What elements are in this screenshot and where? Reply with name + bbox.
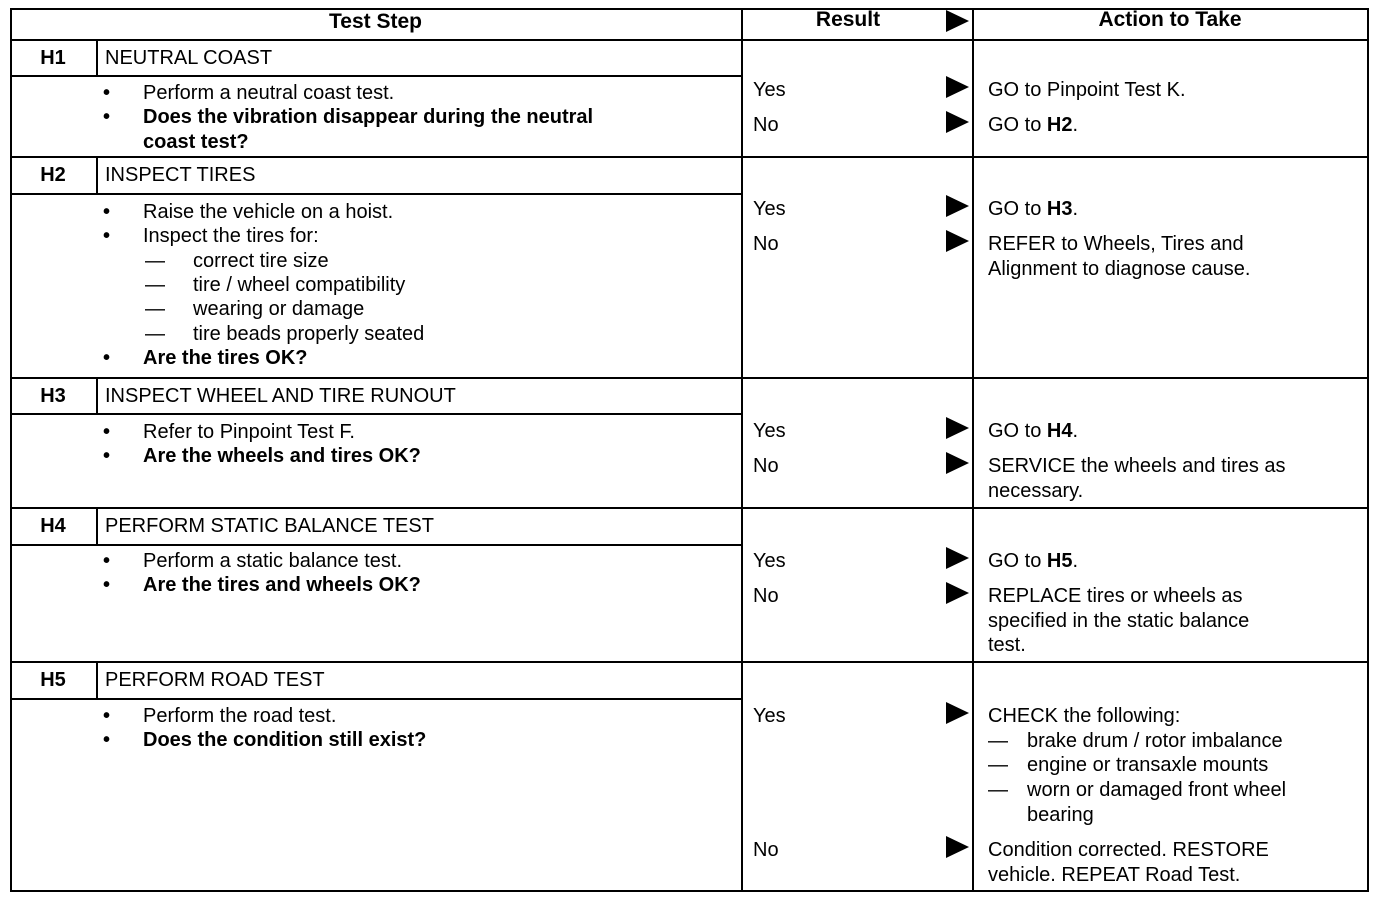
step-title-h2: INSPECT TIRES xyxy=(105,164,256,186)
result-column-divider xyxy=(741,8,743,892)
action-continuation: necessary. xyxy=(988,479,1084,502)
result-yes-h5: Yes xyxy=(753,705,786,727)
step-reference: H3 xyxy=(1046,198,1073,220)
dash-icon: — xyxy=(145,273,165,296)
action-no-h5 xyxy=(988,838,1269,862)
dash-icon: — xyxy=(145,298,165,321)
step-divider xyxy=(10,377,1368,379)
step-id-divider xyxy=(96,158,98,193)
instruction-line: Are the tires OK? xyxy=(143,346,308,369)
bullet-icon: • xyxy=(103,225,111,248)
dash-icon: — xyxy=(988,729,1008,752)
step-reference: H4 xyxy=(1046,420,1073,442)
action-text: SERVICE the wheels and tires as xyxy=(988,455,1286,477)
action-subitem: bearing xyxy=(1027,803,1094,826)
header-test-step: Test Step xyxy=(329,10,422,33)
result-arrow-icon xyxy=(946,76,969,98)
step-id-h5: H5 xyxy=(40,669,66,691)
step-id-divider xyxy=(96,379,98,413)
action-text: . xyxy=(1072,550,1079,572)
instruction-line: coast test? xyxy=(143,130,249,153)
dash-icon: — xyxy=(988,779,1008,802)
step-title-h4: PERFORM STATIC BALANCE TEST xyxy=(105,515,434,537)
instruction-line: Does the condition still exist? xyxy=(143,729,427,752)
action-continuation: specified in the static balance xyxy=(988,609,1250,632)
action-no-h1 xyxy=(988,113,1078,137)
step-id-divider xyxy=(96,663,98,698)
result-arrow-icon xyxy=(946,230,969,252)
action-text: REPLACE tires or wheels as xyxy=(988,585,1243,607)
action-text: GO to xyxy=(988,114,1047,136)
action-subitem: engine or transaxle mounts xyxy=(1027,754,1269,777)
step-id-h2: H2 xyxy=(40,164,66,186)
action-no-h3 xyxy=(988,454,1286,478)
header-arrow-icon xyxy=(946,10,969,32)
step-id-divider xyxy=(96,41,98,75)
checklist-line: wearing or damage xyxy=(193,298,365,321)
instruction-line: Perform a static balance test. xyxy=(143,550,403,572)
instruction-line: Does the vibration disappear during the neutral xyxy=(143,106,594,129)
result-yes-h3: Yes xyxy=(753,420,786,442)
instruction-line: Are the tires and wheels OK? xyxy=(143,574,421,597)
action-yes-h2 xyxy=(988,197,1078,221)
bullet-icon: • xyxy=(103,106,111,129)
dash-icon: — xyxy=(988,754,1008,777)
step-title-underline xyxy=(10,413,741,415)
dash-icon: — xyxy=(145,249,165,272)
header-result: Result xyxy=(815,8,881,31)
instruction-line: Perform the road test. xyxy=(143,705,337,727)
bullet-icon: • xyxy=(103,421,111,443)
step-title-h1: NEUTRAL COAST xyxy=(105,47,273,69)
action-yes-h4 xyxy=(988,549,1078,573)
step-title-underline xyxy=(10,193,741,195)
result-arrow-icon xyxy=(946,582,969,604)
action-continuation: vehicle. REPEAT Road Test. xyxy=(988,863,1241,886)
bullet-icon: • xyxy=(103,201,111,223)
step-title-underline xyxy=(10,75,741,77)
dash-icon: — xyxy=(145,322,165,345)
result-yes-h2: Yes xyxy=(753,198,786,220)
bullet-icon: • xyxy=(103,445,111,468)
result-arrow-icon xyxy=(946,195,969,217)
action-continuation: Alignment to diagnose cause. xyxy=(988,257,1251,280)
instruction-line: Are the wheels and tires OK? xyxy=(143,445,421,468)
bullet-icon: • xyxy=(103,705,111,727)
action-text: Condition corrected. RESTORE xyxy=(988,839,1269,861)
table-bottom-border xyxy=(10,890,1368,892)
action-subitem: worn or damaged front wheel xyxy=(1027,779,1287,802)
action-text: GO to xyxy=(988,420,1047,442)
result-no-h3: No xyxy=(753,455,779,477)
result-arrow-icon xyxy=(946,547,969,569)
result-yes-h1: Yes xyxy=(753,79,786,101)
action-no-h2 xyxy=(988,232,1244,256)
result-no-h5: No xyxy=(753,839,779,861)
action-subitem: brake drum / rotor imbalance xyxy=(1027,729,1283,752)
result-arrow-icon xyxy=(946,452,969,474)
result-no-h4: No xyxy=(753,585,779,607)
action-text: . xyxy=(1072,114,1079,136)
result-arrow-icon xyxy=(946,111,969,133)
step-title-h3: INSPECT WHEEL AND TIRE RUNOUT xyxy=(105,385,456,407)
result-arrow-icon xyxy=(946,836,969,858)
result-yes-h4: Yes xyxy=(753,550,786,572)
step-id-h1: H1 xyxy=(40,47,66,69)
result-arrow-icon xyxy=(946,702,969,724)
step-reference: H2 xyxy=(1046,114,1073,136)
step-title-underline xyxy=(10,544,741,546)
result-no-h1: No xyxy=(753,114,779,136)
action-text: GO to xyxy=(988,198,1047,220)
action-yes-h1 xyxy=(988,78,1186,102)
instruction-line: Refer to Pinpoint Test F. xyxy=(143,421,355,443)
result-no-h2: No xyxy=(753,233,779,255)
bullet-icon: • xyxy=(103,82,111,104)
action-no-h4 xyxy=(988,584,1243,608)
bullet-icon: • xyxy=(103,729,111,752)
action-continuation: test. xyxy=(988,634,1026,657)
instruction-line: Raise the vehicle on a hoist. xyxy=(143,201,394,223)
step-reference: H5 xyxy=(1046,550,1073,572)
table-right-border xyxy=(1367,8,1369,892)
action-text: . xyxy=(1072,198,1079,220)
step-title-underline xyxy=(10,698,741,700)
action-text: REFER to Wheels, Tires and xyxy=(988,233,1244,255)
step-id-h3: H3 xyxy=(40,385,66,407)
action-column-divider xyxy=(972,8,974,892)
step-id-h4: H4 xyxy=(40,515,66,537)
action-text: GO to Pinpoint Test K. xyxy=(988,79,1186,101)
checklist-line: tire / wheel compatibility xyxy=(193,273,406,296)
action-yes-h5 xyxy=(988,704,1180,728)
step-divider xyxy=(10,661,1368,663)
header-action: Action to Take xyxy=(1098,8,1242,31)
checklist-line: correct tire size xyxy=(193,249,329,272)
instruction-line: Perform a neutral coast test. xyxy=(143,82,395,104)
step-divider xyxy=(10,156,1368,158)
step-divider xyxy=(10,507,1368,509)
bullet-icon: • xyxy=(103,550,111,572)
bullet-icon: • xyxy=(103,574,111,597)
step-id-divider xyxy=(96,509,98,544)
table-left-border xyxy=(10,8,12,892)
checklist-line: tire beads properly seated xyxy=(193,322,425,345)
instruction-line: Inspect the tires for: xyxy=(143,225,319,248)
step-title-h5: PERFORM ROAD TEST xyxy=(105,669,325,691)
result-arrow-icon xyxy=(946,417,969,439)
action-text: CHECK the following: xyxy=(988,705,1181,727)
action-text: GO to xyxy=(988,550,1047,572)
action-text: . xyxy=(1072,420,1079,442)
action-yes-h3 xyxy=(988,419,1078,443)
header-divider xyxy=(10,39,1368,41)
bullet-icon: • xyxy=(103,346,111,369)
